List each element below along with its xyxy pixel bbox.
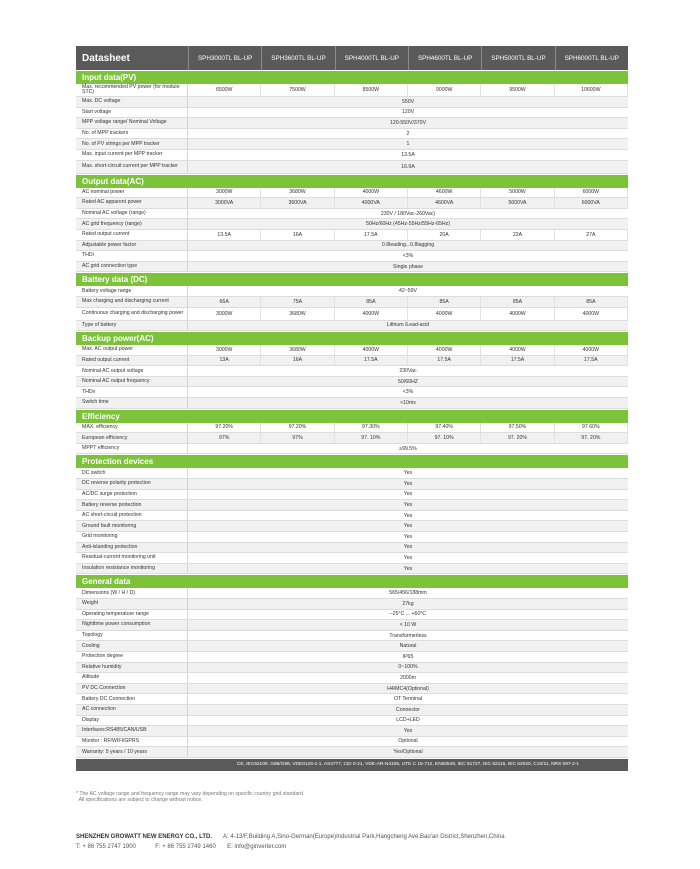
spec-value-shared: 2 [406,130,410,137]
spec-row [76,398,628,409]
spec-row [76,97,628,108]
spec-value-shared: 230Vac [399,368,417,375]
spec-row [76,297,628,308]
model-header: SPH3600TL BL-UP [261,46,334,70]
spec-value: 5000VA [481,198,554,208]
spec-row [76,490,628,501]
spec-value-shared: 120V [401,109,415,116]
spec-row [76,631,628,642]
spec-label: AC grid frequency (range) [76,219,188,229]
spec-value: 17.5A [555,356,628,366]
spec-row [76,652,628,663]
spec-value-shared: 565/456/188mm [389,590,427,597]
spec-label: Nighttime power consumption [76,620,188,630]
spec-row [76,286,628,297]
spec-row [76,161,628,174]
spec-label: Topology [76,631,188,641]
spec-label: No. of PV strings per MPP tracker [76,139,188,149]
spec-label: Start voltage [76,108,188,118]
spec-label: Adjustable power factor [76,241,188,251]
spec-row [76,345,628,356]
certifications-bar [76,759,628,771]
spec-value: 7500W [261,84,334,96]
spec-value-shared: Yes/Optional [393,749,423,756]
spec-row [76,366,628,377]
spec-value-shared: Yes [403,544,413,551]
spec-value-shared: 27kg [402,600,414,607]
spec-value-shared: Lithium /Lead-acid [386,322,430,329]
spec-value-shared: Connector [396,706,420,713]
spec-value: 9000W [408,84,481,96]
spec-row [76,610,628,621]
company-fax: F: + 86 755 2749 1460 [155,844,216,850]
spec-row [76,521,628,532]
spec-label: Battery voltage range [76,286,188,296]
model-header: SPH3000TL BL-UP [188,46,261,70]
spec-label: Grid monitoring [76,532,188,542]
spec-value: 4000W [408,345,481,355]
spec-value-shared: Optional [398,738,418,745]
spec-row [76,479,628,490]
spec-row [76,737,628,748]
spec-label: Warranty: 5 years / 10 years [76,747,188,757]
spec-value: 3680W [261,345,334,355]
company-address: A: 4-13/F,Building A,Sino-German(Europe)Industrial Park,Hangcheng Ave,Bao'an District,Shenzhen,China [223,834,505,840]
spec-value-shared: Yes [403,470,413,477]
spec-label: Max. input current per MPP tracker [76,150,188,160]
spec-value: 4600W [408,188,481,198]
spec-row [76,198,628,209]
spec-value-shared: 0~100% [398,664,418,671]
spec-label: Continuous charging and discharging power [76,308,188,320]
spec-row [76,262,628,273]
spec-label: MPP voltage range/ Nominal Voltage [76,118,188,128]
spec-row [76,241,628,252]
footnotes [76,791,304,803]
section-heading: Efficiency [76,410,628,423]
datasheet-title: Datasheet [82,52,130,64]
spec-row [76,532,628,543]
spec-row [76,444,628,455]
spec-row [76,129,628,140]
spec-label: Type of battery [76,321,188,331]
spec-row [76,673,628,684]
company-email: E: info@ginverter.com [227,844,287,850]
spec-row [76,230,628,241]
spec-label: Rated AC apparent power [76,198,188,208]
spec-value-shared: <3% [402,389,414,396]
table-header [76,46,628,70]
spec-value: 4000W [335,345,408,355]
spec-row [76,747,628,758]
spec-row [76,356,628,367]
spec-value-shared: Single phase [393,263,423,270]
section-heading: Battery data (DC) [76,273,628,286]
spec-value: 4000W [408,308,481,320]
spec-value: 97% [188,433,261,443]
spec-value-shared: Transformerless [389,632,427,639]
spec-value: 3000W [188,188,261,198]
spec-value: 20A [408,230,481,240]
spec-row [76,620,628,631]
spec-value-shared: <3% [402,252,414,259]
spec-row [76,423,628,434]
spec-label: Max charging and discharging current [76,297,188,307]
spec-row [76,705,628,716]
spec-label: AC nominal power [76,188,188,198]
spec-value-shared: < 10 W [399,621,417,628]
spec-row [76,308,628,321]
spec-value: 97.20% [188,423,261,433]
spec-value: 97.60% [555,423,628,433]
spec-label: Rated output current [76,230,188,240]
spec-value: 85A [555,297,628,307]
section-heading: Input data(PV) [76,71,628,84]
spec-value: 4000W [481,345,554,355]
spec-value-shared: 50/60HZ [398,378,418,385]
spec-value: 97.20% [261,423,334,433]
spec-label: Max. recommended PV power (for module STC) [76,84,188,96]
spec-value-shared: 42~59V [398,288,418,295]
spec-label: THDv [76,387,188,397]
spec-row [76,641,628,652]
spec-value-shared: Yes [403,565,413,572]
spec-row [76,150,628,161]
spec-row [76,377,628,388]
spec-value: 16A [261,230,334,240]
model-header: SPH4600TL BL-UP [408,46,481,70]
spec-value-shared: IP65 [402,653,414,660]
spec-label: AC/DC surge protection [76,490,188,500]
spec-row [76,599,628,610]
spec-value: 22A [481,230,554,240]
spec-label: Nominal AC voltage (range) [76,209,188,219]
spec-value-shared: 1 [406,141,410,148]
spec-value: 6000W [555,188,628,198]
spec-row [76,716,628,727]
model-header: SPH4000TL BL-UP [335,46,408,70]
spec-row [76,726,628,737]
spec-value-shared: 13.5A [401,151,415,158]
spec-row [76,321,628,332]
spec-value: 97.40% [408,423,481,433]
spec-row [76,139,628,150]
spec-value-shared: OT Terminal [393,696,423,703]
spec-value: 9500W [481,84,554,96]
spec-value: 3680W [261,308,334,320]
spec-value-shared: Yes [403,502,413,509]
spec-value: 17.5A [335,356,408,366]
spec-value: 4000VA [335,198,408,208]
spec-value: 4000W [555,308,628,320]
spec-value: 5000W [481,188,554,198]
spec-label: THDi [76,251,188,261]
spec-label: DC reverse polarity protection [76,479,188,489]
spec-row [76,684,628,695]
section-heading: Backup power(AC) [76,332,628,345]
spec-value-shared: Yes [403,480,413,487]
spec-value-shared: H4/MC4(Optional) [387,685,429,692]
spec-row [76,118,628,129]
spec-value-shared: 230V / 180Vac-260Vac) [380,210,436,217]
spec-value: 97.50% [481,423,554,433]
spec-value: 4000W [481,308,554,320]
spec-row [76,219,628,230]
spec-label: MPPT efficiency [76,444,188,454]
spec-label: Dimensions (W / H / D) [76,588,188,598]
spec-label: AC grid connection type [76,262,188,272]
spec-value: 85A [335,297,408,307]
section-heading: Protection devices [76,455,628,468]
spec-value-shared: Yes [403,491,413,498]
section-heading: Output data(AC) [76,175,628,188]
spec-label: Max. AC output power [76,345,188,355]
certifications-text: CE, IEC62109, G98/G99, VDE0126-1-1, AS4777, CEI 0-21, VDE-AR-N4105, UTE C 15-712, EN50549, IEC 61727, IEC 62116, IEC 62040, C10/11, NRS 097-2-1 [236,762,580,768]
spec-label: Monitor : RF/WIFI/GPRS [76,737,188,747]
spec-value-shared: ≥99.5% [399,445,417,452]
spec-row [76,694,628,705]
spec-value: 27A [555,230,628,240]
spec-value-shared: Natural [399,643,417,650]
spec-value: 75A [261,297,334,307]
spec-label: Battery reverse protection [76,500,188,510]
spec-value: 6000VA [555,198,628,208]
spec-label: European efficiency [76,433,188,443]
spec-label: Insulation resistance monitoring [76,564,188,574]
spec-value: 85A [481,297,554,307]
spec-value: 97. 20% [555,433,628,443]
spec-label: Residual-current monitoring unit [76,553,188,563]
spec-label: Interfaces:RS485/CAN/USB [76,726,188,736]
spec-value: 3000W [188,345,261,355]
spec-label: MAX. efficiency [76,423,188,433]
footnote: All specifications are subject to change without notice. [76,797,203,803]
spec-value-shared: 120-550V/370V [389,119,427,126]
spec-value: 10600W [555,84,628,96]
spec-value: 8500W [335,84,408,96]
spec-row [76,188,628,199]
spec-value: 3680W [261,188,334,198]
spec-label: Cooling [76,641,188,651]
spec-label: Protection degree [76,652,188,662]
spec-label: Nominal AC output frequency [76,377,188,387]
spec-value: 97. 20% [481,433,554,443]
spec-row [76,108,628,119]
spec-row [76,84,628,97]
spec-row [76,387,628,398]
spec-value: 13A [188,356,261,366]
spec-value-shared: Yes [403,512,413,519]
spec-value: 17.5A [335,230,408,240]
spec-value-shared: 16.9A [401,163,415,170]
spec-row [76,564,628,575]
model-header: SPH6000TL BL-UP [555,46,628,70]
spec-value-shared: 0.8leading...0.8lagging [381,242,435,249]
spec-label: Battery DC Connection [76,694,188,704]
spec-value: 97.30% [335,423,408,433]
spec-value-shared: Yes [403,523,413,530]
spec-value: 3600VA [261,198,334,208]
spec-value-shared: <10ms [400,399,416,406]
datasheet-table [76,46,628,771]
spec-label: Switch time [76,398,188,408]
section-heading: General data [76,575,628,588]
spec-value: 4000W [555,345,628,355]
spec-value: 17.5A [408,356,481,366]
spec-label: Nominal AC output voltage [76,366,188,376]
spec-value: 4000W [335,188,408,198]
spec-label: Anti-islanding protection [76,543,188,553]
spec-row [76,251,628,262]
spec-value: 85A [408,297,481,307]
spec-row [76,663,628,674]
spec-value: 16A [261,356,334,366]
spec-value: 97. 10% [335,433,408,443]
spec-label: Ground fault monitoring [76,521,188,531]
company-name: SHENZHEN GROWATT NEW ENERGY CO., LTD. [76,834,213,840]
spec-value-shared: Yes [403,727,413,734]
spec-sections [76,71,628,758]
spec-label: AC short-circuit protection [76,511,188,521]
spec-label: AC connection [76,705,188,715]
spec-value-shared: 2000m [400,674,416,681]
spec-label: PV DC Connection [76,684,188,694]
spec-value: 97. 10% [408,433,481,443]
spec-row [76,511,628,522]
spec-value: 66A [188,297,261,307]
spec-row [76,543,628,554]
spec-label: Relative humidity [76,663,188,673]
spec-label: Weight [76,599,188,609]
spec-label: DC switch [76,468,188,478]
spec-value-shared: LCD+LED [396,717,420,724]
spec-row [76,553,628,564]
spec-value: 17.5A [481,356,554,366]
spec-label: Display [76,716,188,726]
spec-row [76,433,628,444]
spec-label: Altitude [76,673,188,683]
company-footer [76,832,505,852]
spec-value-shared: –25°C ... +60°C [389,611,427,618]
spec-value: 6500W [188,84,261,96]
spec-value-shared: 550V [401,98,415,105]
spec-label: Max. short-circuit current per MPP tracker [76,161,188,173]
spec-row [76,500,628,511]
spec-label: Rated output current [76,356,188,366]
spec-row [76,209,628,220]
spec-value-shared: 50Hz/60Hz (45Hz-55Hz/55Hz-65Hz) [366,221,450,228]
spec-label: No. of MPP trackers [76,129,188,139]
model-header: SPH5000TL BL-UP [481,46,554,70]
spec-value-shared: Yes [403,533,413,540]
spec-value-shared: Yes [403,554,413,561]
spec-row [76,468,628,479]
spec-value: 13.5A [188,230,261,240]
footnote: * The AC voltage range and frequency range may vary depending on specific country grid standard. [76,791,305,797]
spec-value: 3000VA [188,198,261,208]
spec-label: Max. DC voltage [76,97,188,107]
company-phone: T: + 86 755 2747 1900 [76,844,136,850]
spec-label: Operating temperature range [76,610,188,620]
spec-value: 3000W [188,308,261,320]
spec-value: 97% [261,433,334,443]
spec-value: 4600VA [408,198,481,208]
spec-row [76,588,628,599]
spec-value: 4000W [335,308,408,320]
